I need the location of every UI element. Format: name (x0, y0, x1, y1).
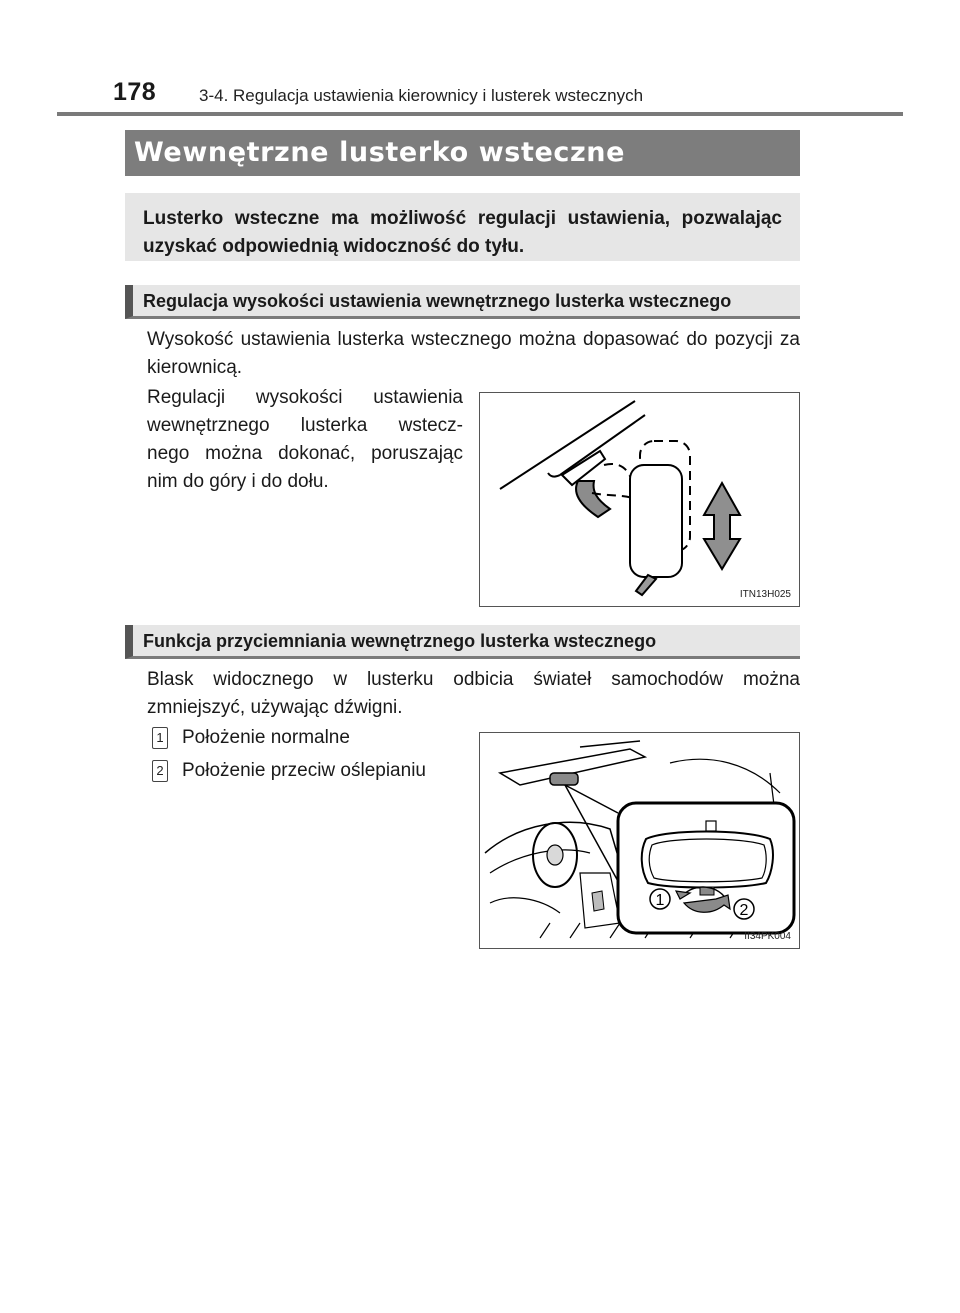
text-line: wewnętrznego lusterka wstecz- (147, 415, 463, 436)
figure-dimming-lever (479, 732, 800, 949)
header-divider (57, 112, 903, 116)
intro-text: Lusterko wsteczne ma możliwość regulacji ustawienia, pozwalając uzyskać odpowiednią widoczność do tyłu. (143, 208, 782, 257)
mirror-height-illustration (480, 393, 800, 607)
subheading-height-adjust: Regulacja wysokości ustawienia wewnętrznego lusterka wstecznego (125, 285, 800, 319)
car-interior-illustration (480, 733, 800, 949)
paragraph-height-position: Wysokość ustawienia lusterka wstecznego można dopasować do pozycji za kierownicą. (147, 329, 800, 378)
callout-1-label: 1 (655, 892, 665, 909)
number-badge: 1 (152, 727, 168, 749)
list-item-normal (152, 724, 350, 752)
text-line: nego można dokonać, poruszając (147, 443, 463, 464)
list-item-label: Położenie normalne (182, 727, 350, 748)
list-item-label: Położenie przeciw oślepianiu (182, 760, 426, 781)
figure-mirror-height (479, 392, 800, 607)
figure-code: II34PK004 (744, 931, 791, 942)
subheading-dimming: Funkcja przyciemniania wewnętrznego lusterka wstecznego (125, 625, 800, 659)
paragraph-dimming: Blask widocznego w lusterku odbicia świateł samochodów można zmniejszyć, używając dźwigni. (147, 669, 800, 718)
intro-box (125, 193, 800, 261)
list-item-anti-glare (152, 757, 426, 785)
figure-code: ITN13H025 (739, 589, 791, 600)
chapter-title: 3-4. Regulacja ustawienia kierownicy i lusterek wstecznych (199, 86, 644, 105)
paragraph-adjust-method (147, 384, 463, 496)
page-number: 178 (113, 78, 157, 106)
text-line: Regulacji wysokości ustawienia (147, 387, 463, 408)
text-line: nim do góry i do dołu. (147, 471, 329, 492)
callout-2-label: 2 (739, 902, 749, 919)
section-title: Wewnętrzne lusterko wsteczne (125, 130, 800, 176)
number-badge: 2 (152, 760, 168, 782)
